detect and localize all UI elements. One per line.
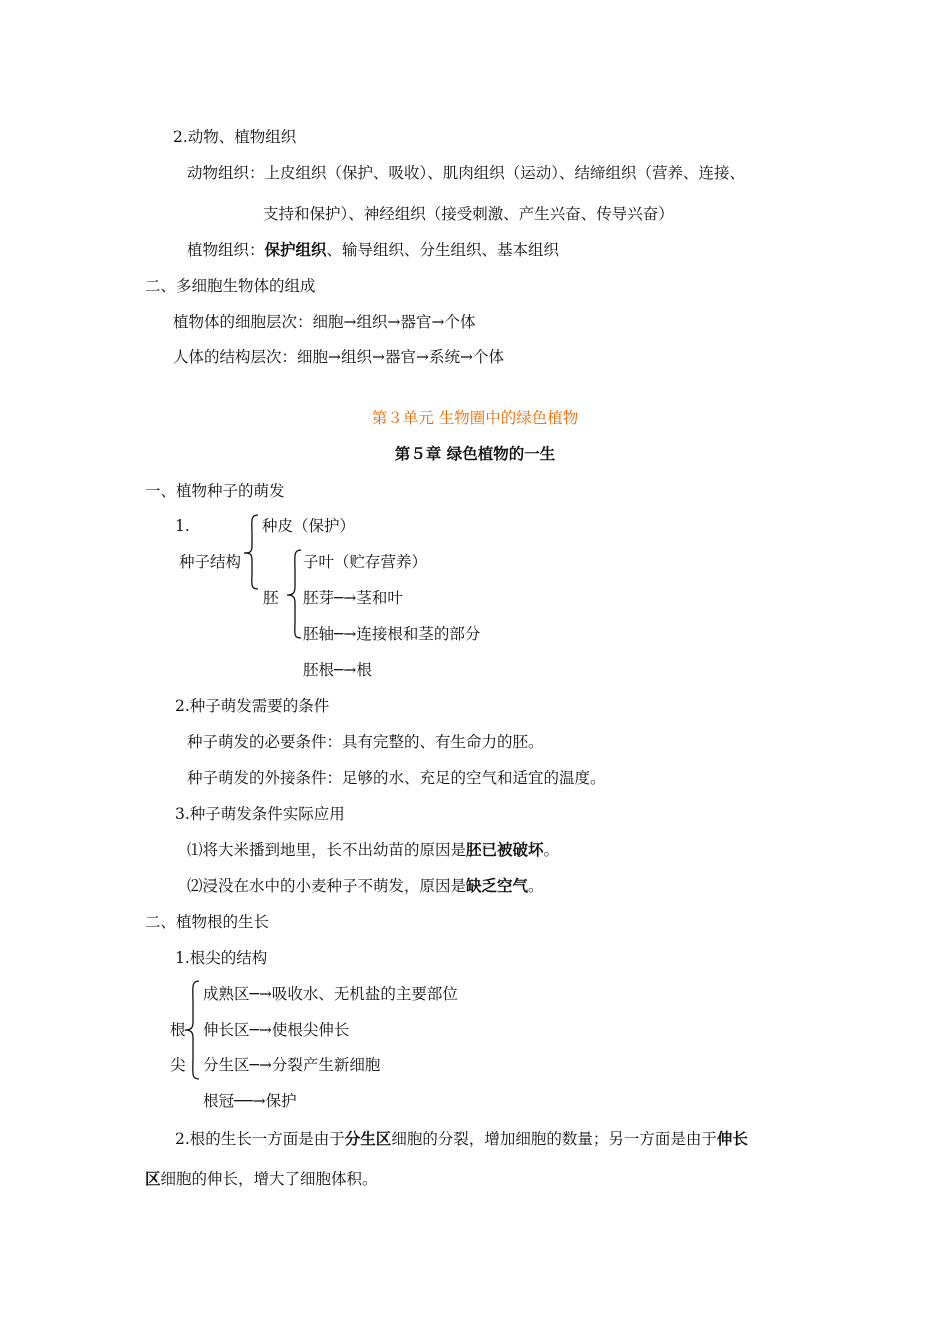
hypocotyl: 胚轴─→连接根和茎的部分 [303, 625, 481, 643]
root-growth-b1: 分生区 [344, 1130, 392, 1148]
plumule: 胚芽─→茎和叶 [303, 589, 403, 607]
application-2-bold: 缺乏空气 [466, 877, 529, 895]
root-growth-line1 [175, 1129, 748, 1149]
root-growth-p3: 细胞的伸长，增大了细胞体积。 [160, 1170, 378, 1188]
seed-structure-label: 种子结构 [179, 553, 242, 571]
germination-heading: 一、植物种子的萌发 [145, 482, 285, 500]
root-tip-label-2: 尖 [170, 1056, 186, 1074]
maturation-zone: 成熟区─→吸收水、无机盐的主要部位 [203, 985, 458, 1003]
tissues-heading: 2.动物、植物组织 [173, 128, 297, 146]
animal-tissues-line2: 支持和保护）、神经组织（接受刺激、产生兴奋、传导兴奋） [263, 205, 674, 223]
root-growth-b3: 区 [145, 1170, 161, 1188]
conditions-heading: 2.种子萌发需要的条件 [175, 697, 330, 715]
unit-title: 第３单元 生物圈中的绿色植物 [371, 409, 579, 427]
embryo-brace [284, 549, 304, 639]
application-1-suffix: 。 [543, 841, 560, 859]
root-growth-p1: 2.根的生长一方面是由于 [175, 1130, 345, 1148]
root-tip-brace [182, 980, 202, 1080]
root-growth-p2: 细胞的分裂，增加细胞的数量；另一方面是由于 [391, 1130, 717, 1148]
plant-tissues-rest: 、输导组织、分生组织、基本组织 [326, 241, 560, 259]
application-1-prefix: ⑴将大米播到地里，长不出幼苗的原因是 [187, 841, 467, 859]
root-heading: 二、植物根的生长 [145, 913, 270, 931]
application-2-prefix: ⑵浸没在水中的小麦种子不萌发，原因是 [187, 877, 467, 895]
item-number-1: 1. [175, 517, 190, 535]
multicell-heading: 二、多细胞生物体的组成 [145, 277, 316, 295]
application-1-bold: 胚已被破坏 [466, 841, 544, 859]
root-cap: 根冠──→保护 [203, 1092, 297, 1110]
plant-tissues-prefix: 植物组织： [187, 241, 265, 259]
application-heading: 3.种子萌发条件实际应用 [175, 805, 345, 823]
meristem-zone: 分生区─→分裂产生新细胞 [203, 1056, 381, 1074]
application-2-suffix: 。 [528, 877, 544, 895]
seed-structure-brace [241, 514, 261, 590]
external-conditions: 种子萌发的外接条件：足够的水、充足的空气和适宜的温度。 [187, 769, 606, 787]
application-1 [187, 840, 559, 860]
plant-levels: 植物体的细胞层次：细胞→组织→器官→个体 [173, 313, 476, 331]
cotyledon: 子叶（贮存营养） [303, 553, 428, 571]
plant-tissues-line [187, 240, 559, 260]
animal-tissues-line1: 动物组织：上皮组织（保护、吸收）、肌肉组织（运动）、结缔组织（营养、连接、 [187, 164, 746, 182]
seed-coat: 种皮（保护） [262, 517, 356, 535]
embryo-label: 胚 [263, 589, 279, 607]
chapter-title: 第５章 绿色植物的一生 [394, 445, 556, 463]
elongation-zone: 伸长区─→使根尖伸长 [203, 1021, 350, 1039]
human-levels: 人体的结构层次：细胞→组织→器官→系统→个体 [173, 348, 504, 366]
application-2 [187, 876, 544, 896]
root-growth-b2: 伸长 [716, 1130, 748, 1148]
root-tip-label-1: 根 [170, 1021, 186, 1039]
root-tip-heading: 1.根尖的结构 [175, 949, 268, 967]
radicle: 胚根─→根 [303, 661, 372, 679]
root-growth-line2 [145, 1169, 378, 1189]
plant-tissues-bold: 保护组织 [264, 241, 327, 259]
internal-conditions: 种子萌发的必要条件：具有完整的、有生命力的胚。 [187, 733, 544, 751]
